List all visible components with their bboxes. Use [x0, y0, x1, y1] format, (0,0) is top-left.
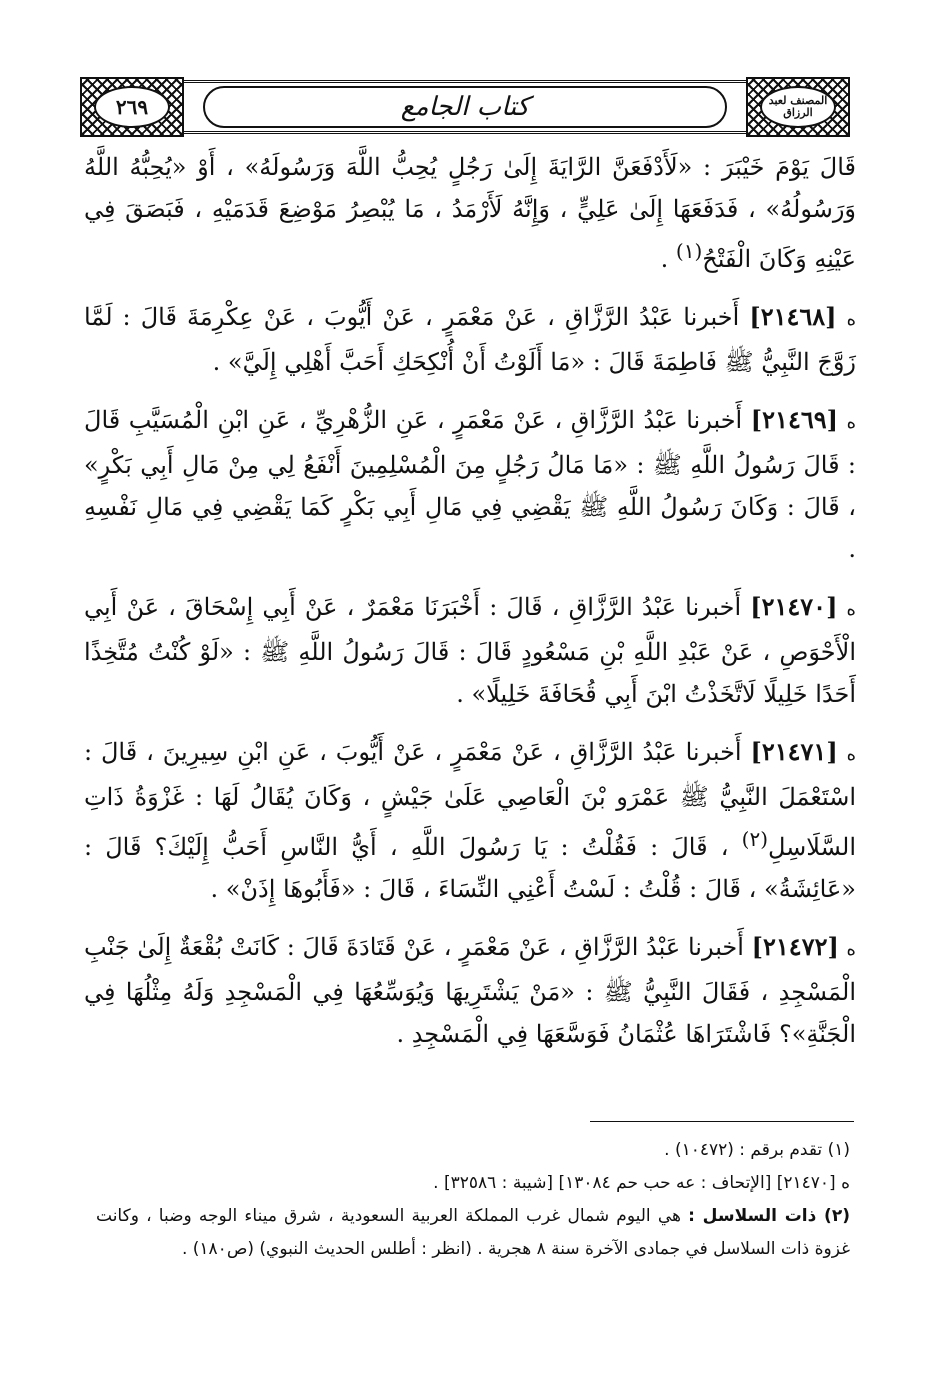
footnote-source-21470: ه [٢١٤٧٠] [الإتحاف : عه حب حم ١٣٠٨٤] [شيبة : ٣٢٥٨٦] . [433, 1173, 850, 1193]
page-number-ornament [80, 77, 184, 137]
hadith-number: [٢١٤٦٩] [750, 405, 838, 434]
book-logo: المصنف لعبد الرزاق [760, 86, 836, 128]
title-band [182, 80, 748, 134]
paragraph-end: . [660, 245, 676, 273]
hadith-text: أَخبرنا عَبْدُ الرَّزَّاقِ ، قَالَ : أَخْبَرَنَا مَعْمَرٌ ، عَنْ أَبِي إِسْحَاقَ ، عَنْ أَبِي الْأَحْوَصِ ، عَنْ عَبْدِ اللَّهِ بْنِ مَسْعُودٍ قَالَ : قَالَ رَسُولُ اللَّهِ ﷺ : «لَوْ كُنْتُ مُتَّخِذًا أَحَدًا خَلِيلًا لَاتَّخَذْتُ ابْنَ أَبِي قُحَافَةَ خَلِيلًا» . [84, 593, 856, 708]
hadith-21472 [84, 926, 856, 1055]
hadith-text: أَخبرنا عَبْدُ الرَّزَّاقِ ، عَنْ مَعْمَرٍ ، عَنْ أَيُّوبَ ، عَنِ ابْنِ سِيرِينَ ، قَالَ : اسْتَعْمَلَ النَّبِيُّ ﷺ عَمْرَو بْنَ الْعَاصِي عَلَىٰ جَيْشٍ ، وَكَانَ يُقَالُ لَهَا : غَزْوَةُ ذَاتِ السَّلَاسِلِ [84, 738, 856, 861]
hadith-text: أَخبرنا عَبْدُ الرَّزَّاقِ ، عَنْ مَعْمَرٍ ، عَنْ قَتَادَةَ قَالَ : كَانَتْ بُقْعَةٌ إِلَىٰ جَنْبِ الْمَسْجِدِ ، فَقَالَ النَّبِيُّ ﷺ : «مَنْ يَشْتَرِيهَا وَيُوَسِّعُهَا فِي الْمَسْجِدِ وَلَهُ مِثْلُهَا فِي الْجَنَّةِ»؟ فَاشْتَرَاهَا عُثْمَانُ فَوَسَّعَهَا فِي الْمَسْجِدِ . [84, 933, 856, 1048]
paragraph-text: قَالَ يَوْمَ خَيْبَرَ : «لَأَدْفَعَنَّ الرَّايَةَ إِلَىٰ رَجُلٍ يُحِبُّ اللَّهَ وَرَسُولَهُ» ، أَوْ «يُحِبُّهُ اللَّهُ وَرَسُولُهُ» ، فَدَفَعَهَا إِلَىٰ عَلِيٍّ ، وَإِنَّهُ لَأَرْمَدُ ، مَا يُبْصِرُ مَوْضِعَ قَدَمَيْهِ ، فَبَصَقَ فِي عَيْنِهِ وَكَانَ الْفَتْحُ [84, 153, 857, 273]
hadith-text: أَخبرنا عَبْدُ الرَّزَّاقِ ، عَنْ مَعْمَرٍ ، عَنْ أَيُّوبَ ، عَنْ عِكْرِمَةَ قَالَ : لَمَّا زَوَّجَ النَّبِيُّ ﷺ فَاطِمَةَ قَالَ : «مَا أَلَوْتُ أَنْ أُنْكِحَكِ أَحَبَّ أَهْلِي إِلَيَّ» . [84, 303, 856, 376]
paragraph-continued [84, 146, 856, 280]
circle-marker: ه [846, 309, 856, 330]
hadith-text: أَخبرنا عَبْدُ الرَّزَّاقِ ، عَنْ مَعْمَرٍ ، عَنِ الزُّهْرِيِّ ، عَنِ ابْنِ الْمُسَيَّبِ قَالَ : قَالَ رَسُولُ اللَّهِ ﷺ : «مَا مَالُ رَجُلٍ مِنَ الْمُسْلِمِينَ أَنْفَعُ لِي مِنْ مَالِ أَبِي بَكْرٍ» ، قَالَ : وَكَانَ رَسُولُ اللَّهِ ﷺ يَقْضِي فِي مَالِ أَبِي بَكْرٍ كَمَا يَقْضِي فِي مَالِ نَفْسِهِ . [84, 406, 856, 563]
hadith-21471 [84, 731, 856, 910]
hadith-text-rest: ، قَالَ : فَقُلْتُ : يَا رَسُولَ اللَّهِ ، أَيُّ النَّاسِ أَحَبُّ إِلَيْكَ؟ قَالَ : «عَائِشَةُ» ، قَالَ : قُلْتُ : لَسْتُ أَعْنِي النِّسَاءَ ، قَالَ : «فَأَبُوهَا إِذَنْ» . [84, 833, 856, 903]
hadith-number: [٢١٤٧١] [750, 737, 838, 766]
footnote-2 [96, 1200, 850, 1266]
hadith-21469 [84, 399, 856, 570]
footnote-divider [590, 1121, 854, 1122]
page-number: ٢٦٩ [94, 86, 170, 128]
main-text [84, 146, 856, 1071]
hadith-21468 [84, 296, 856, 383]
circle-marker: ه [846, 412, 856, 433]
hadith-21470 [84, 586, 856, 715]
hadith-number: [٢١٤٧٠] [750, 592, 838, 621]
hadith-number: [٢١٤٧٢] [751, 932, 839, 961]
footnote-2-text: هي اليوم شمال غرب المملكة العربية السعودية ، شرق ميناء الوجه وضبا ، وكانت غزوة ذات السلاسل في جمادى الآخرة سنة ٨ هجرية . (انظر : أطلس الحديث النبوي) (ص١٨٠) . [96, 1206, 850, 1259]
circle-marker: ه [846, 599, 856, 620]
book-title: كتاب الجامع [203, 86, 727, 128]
circle-marker: ه [846, 744, 856, 765]
page-header [80, 76, 850, 138]
footnotes [96, 1134, 850, 1266]
book-logo-ornament [746, 77, 850, 137]
footnote-1: (١) تقدم برقم : (١٠٤٧٢) . [664, 1140, 850, 1160]
footnote-2-label: (٢) ذات السلاسل : [688, 1206, 850, 1226]
footnote-ref-2[interactable]: (٢) [741, 827, 768, 851]
circle-marker: ه [846, 939, 856, 960]
footnote-ref-1[interactable]: (١) [675, 239, 703, 263]
hadith-number: [٢١٤٦٨] [749, 302, 837, 331]
